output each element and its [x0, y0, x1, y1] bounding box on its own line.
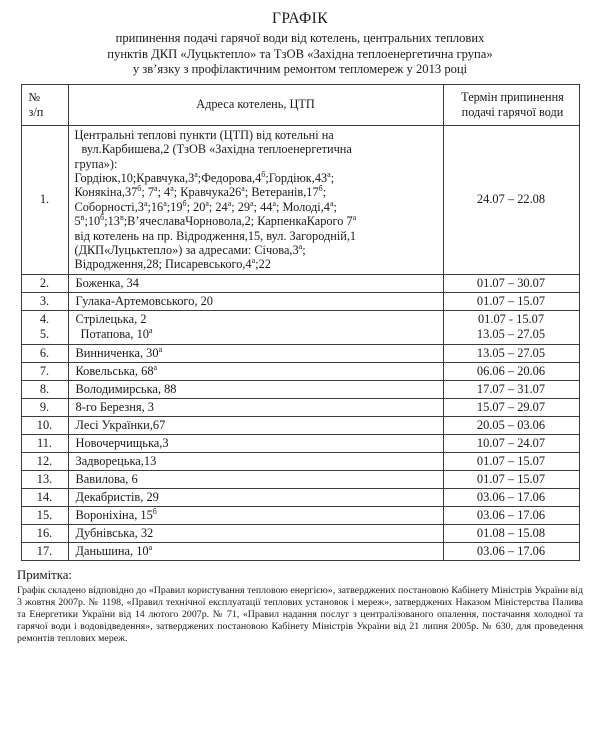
row-term: 01.07 – 15.07 [443, 452, 579, 470]
table-row [21, 292, 579, 310]
column-header-term [443, 84, 579, 125]
row-number: 2. [21, 274, 68, 292]
row-term-pair [443, 310, 579, 344]
address-line: $Гордіюк,10;Кравчука,3^а;Федорова,4^б;Гордіюк,43^а$; [74, 169, 335, 185]
row-number: 10. [21, 416, 68, 434]
row-address: Боженка, 34 [68, 274, 443, 292]
subtitle-line-2: пунктів ДКП «Луцьктепло» та ТзОВ «Західна теплоенергетична група» [107, 46, 493, 61]
schedule-table [21, 84, 580, 561]
row-address: Задворецька,13 [68, 452, 443, 470]
table-row [21, 380, 579, 398]
row-number: 13. [21, 470, 68, 488]
page-title: ГРАФІК [272, 10, 328, 27]
row-number: 16. [21, 524, 68, 542]
row-address: Лесі Українки,67 [68, 416, 443, 434]
address-line: вул.Карбишева,2 (ТзОВ «Західна теплоенергетична [81, 142, 352, 157]
row-number: 8. [21, 380, 68, 398]
row-term: 03.06 – 17.06 [443, 506, 579, 524]
row-address: Вавилова, 6 [68, 470, 443, 488]
header-number-line1: № [28, 89, 41, 104]
table-row [21, 398, 579, 416]
row-address-detailed [68, 125, 443, 274]
address-line: $5^в;10^б;13^в;В’ячеславаЧорновола,2$; КарпенкаКарого $7^а$ [74, 213, 357, 229]
row-address: Дубнівська, 32 [68, 524, 443, 542]
column-header-address: Адреса котелень, ЦТП [68, 84, 443, 125]
row-address-pair [68, 310, 443, 344]
document-subtitle [10, 31, 590, 78]
table-row [21, 470, 579, 488]
table-row [21, 452, 579, 470]
note-title: Примітка: [17, 567, 72, 582]
header-term-line1: Термін припинення [461, 89, 564, 104]
row-number: 4. [39, 311, 50, 326]
row-term: 17.07 – 31.07 [443, 380, 579, 398]
table-row-pair [21, 310, 579, 344]
row-term: 10.07 – 24.07 [443, 434, 579, 452]
row-address: Винниченка, $30^а$ [68, 344, 443, 362]
header-number-line2: з/п [28, 104, 44, 119]
row-number: 14. [21, 488, 68, 506]
table-row [21, 506, 579, 524]
row-address: Потапова, $10^а$ [80, 326, 153, 342]
address-line: від котелень на пр. Відродження,15, вул. Загородній,1 [74, 228, 357, 243]
row-number: 5. [39, 327, 50, 342]
row-term: 20.05 – 03.06 [443, 416, 579, 434]
row-number: 3. [21, 292, 68, 310]
subtitle-line-3: у зв’язку з профілактичним ремонтом тепломереж у 2013 році [132, 62, 468, 77]
row-number: 15. [21, 506, 68, 524]
row-address: Декабристів, 29 [68, 488, 443, 506]
address-line: Відродження,28; $Писаревського,4^а;22$ [74, 256, 271, 272]
table-row [21, 434, 579, 452]
row-number: 11. [21, 434, 68, 452]
subtitle-line-1: припинення подачі гарячої води від котелень, центральних теплових [115, 31, 485, 45]
row-term: 15.07 – 29.07 [443, 398, 579, 416]
row-number: 7. [21, 362, 68, 380]
address-line: $Соборності,3^а;16^а;19^б$; $20^а$; $24^а$; $29^а$; $44^а$; $Молоді,4^а$; [74, 198, 337, 214]
table-row [21, 542, 579, 560]
row-address: Вороніхіна, $15^б$ [68, 506, 443, 524]
row-term: 03.06 – 17.06 [443, 542, 579, 560]
address-line: (ДКП«Луцьктепло») за адресами: $Січова,3^а$; [74, 241, 306, 258]
row-address: Ковельська, $68^а$ [68, 362, 443, 380]
row-number: 1. [21, 125, 68, 274]
table-header-row [21, 84, 579, 125]
row-number-pair [21, 310, 68, 344]
row-term: 01.07 - 15.07 [477, 311, 545, 326]
row-number: 17. [21, 542, 68, 560]
row-number: 12. [21, 452, 68, 470]
table-row [21, 125, 579, 274]
table-row [21, 362, 579, 380]
note-text: Графік складено відповідно до «Правил користування тепловою енергією», затверджених постановою Кабінету Міністрів України від 3 жовтня 2007р. № 1198, «Правил технічної експлуатації теплових установок і мереж», затверджених Наказом Міністерства Палива та Енергетики України від 14 лютого 2007р. № 71, «Правил надання послуг з централізованого опалення, постачання холодної та гарячої води і водовідведення», затверджених постановою Кабінету Міністрів України від 21 липня 2005р. № 630, для проведення ремонтів теплових мереж. [17, 584, 583, 645]
table-row [21, 416, 579, 434]
row-term: 03.06 – 17.06 [443, 488, 579, 506]
row-term: 01.07 – 15.07 [443, 470, 579, 488]
row-term: 01.07 – 30.07 [443, 274, 579, 292]
table-row [21, 344, 579, 362]
table-row [21, 274, 579, 292]
address-line: Центральні теплові пункти (ЦТП) від котельні на [74, 127, 334, 142]
row-number: 9. [21, 398, 68, 416]
row-term: 13.05 – 27.05 [443, 344, 579, 362]
header-term-line2: подачі гарячої води [461, 104, 564, 119]
schedule-table-body [21, 125, 579, 560]
row-address: 8-го Березня, 3 [68, 398, 443, 416]
address-line: $Конякіна,37^б$; $7^а$; $4^а$; $Кравчука26^а$; $Ветеранів,17^б$; [74, 184, 327, 200]
row-address: Володимирська, 88 [68, 380, 443, 398]
row-address: Гулака-Артемовського, 20 [68, 292, 443, 310]
row-address: Новочерчищька,3 [68, 434, 443, 452]
row-address: Стрілецька, 2 [75, 311, 147, 326]
row-number: 6. [21, 344, 68, 362]
row-term: 01.08 – 15.08 [443, 524, 579, 542]
table-row [21, 524, 579, 542]
note-body [17, 585, 583, 645]
row-term: 13.05 – 27.05 [476, 327, 546, 342]
column-header-number [21, 84, 68, 125]
row-address: Даньшина, $10^а$ [68, 542, 443, 560]
note-section [17, 568, 583, 645]
table-row [21, 488, 579, 506]
row-term: 06.06 – 20.06 [443, 362, 579, 380]
row-term: 01.07 – 15.07 [443, 292, 579, 310]
row-term: 24.07 – 22.08 [443, 125, 579, 274]
address-line: група»): [74, 156, 118, 171]
